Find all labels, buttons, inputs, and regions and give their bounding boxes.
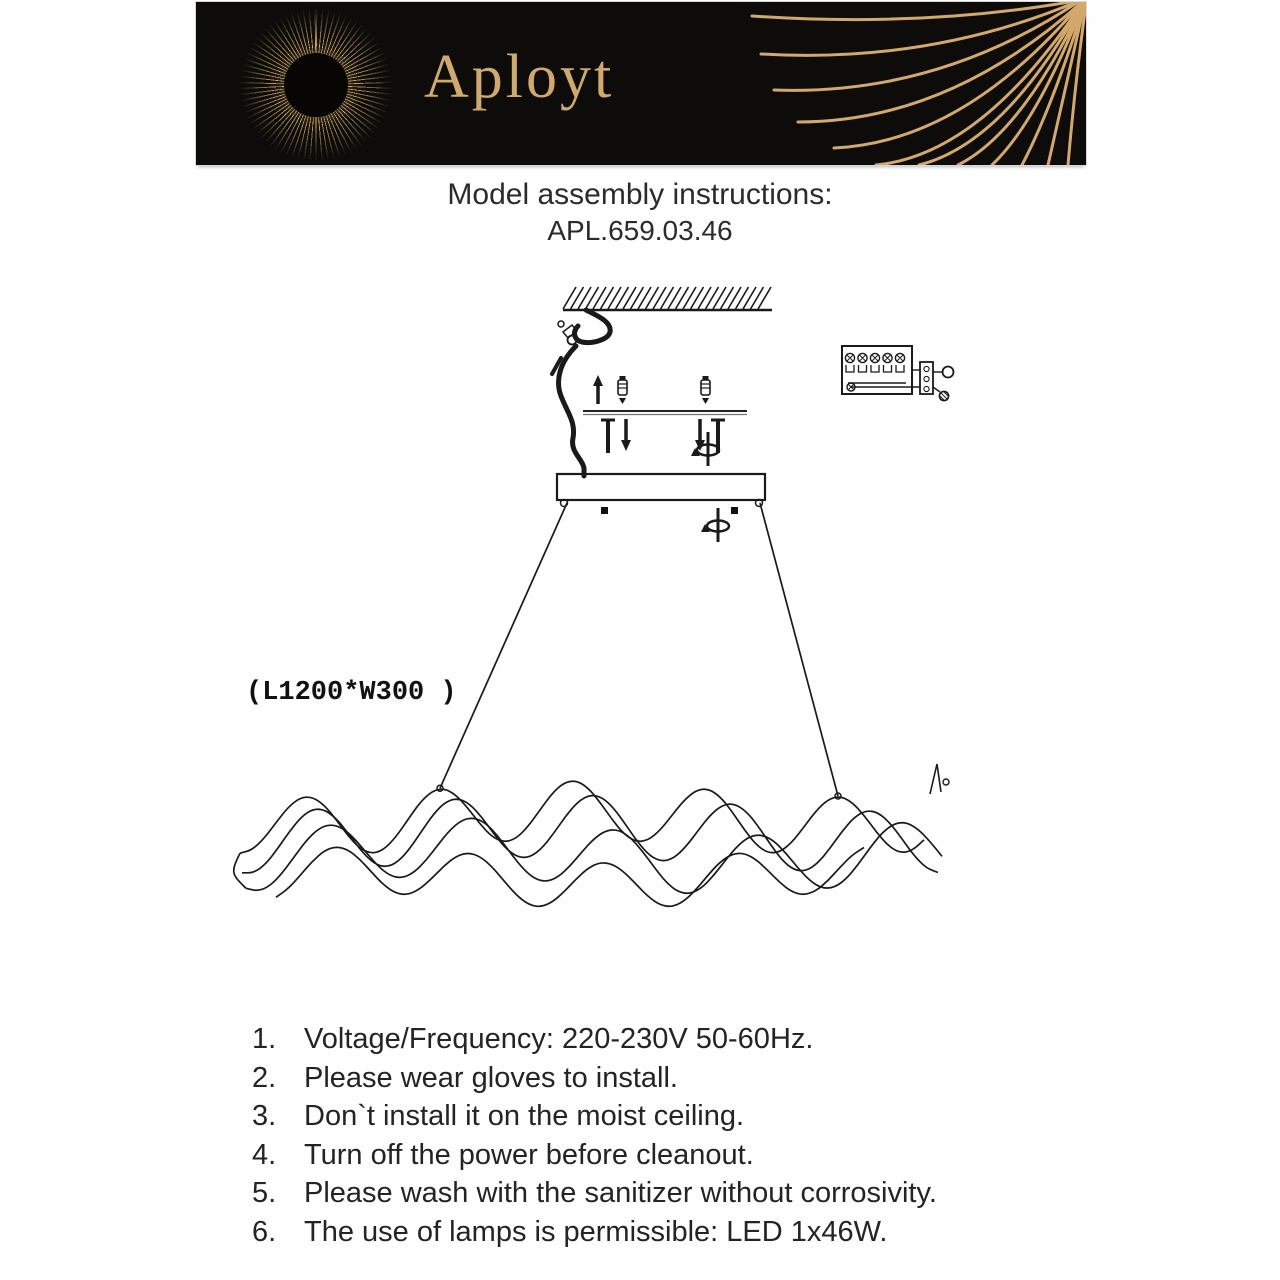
wall-anchor-icon [618, 376, 627, 404]
lamp-wire-terminal [943, 367, 954, 378]
screw-rotation-symbol [691, 432, 719, 466]
list-item-number: 3. [252, 1100, 277, 1133]
mounting-bar [583, 411, 747, 415]
list-item [252, 1136, 1112, 1175]
suspension-cable-left [440, 503, 567, 788]
page-title: Model assembly instructions: [447, 178, 833, 211]
dimensions-label: (L1200*W300 ) [246, 678, 457, 708]
corner-rays-decoration [186, 2, 1086, 165]
list-item-text: Don`t install it on the moist ceiling. [304, 1100, 745, 1133]
title-block [0, 176, 1280, 249]
list-item-text: Please wash with the sanitizer without corrosivity. [304, 1177, 937, 1210]
arrow-up-icon [593, 375, 603, 404]
brand-banner [196, 2, 1086, 165]
screw-rotation-symbol [701, 508, 729, 542]
suspension-cable-right [760, 503, 838, 796]
installation-diagram [230, 280, 980, 930]
list-item-text: Turn off the power before cleanout. [304, 1138, 754, 1171]
list-item-number: 2. [252, 1061, 277, 1094]
list-item-text: The use of lamps is permissible: LED 1x46W. [304, 1215, 888, 1248]
list-item-number: 4. [252, 1138, 277, 1171]
list-item [252, 1174, 1112, 1213]
wavy-lamp-body [234, 764, 949, 906]
list-item-number: 6. [252, 1215, 277, 1248]
power-cable [552, 310, 610, 476]
model-number: APL.659.03.46 [547, 215, 733, 246]
arrow-down-icon [621, 419, 631, 451]
list-item [252, 1059, 1112, 1098]
brand-wordmark: Aployt [424, 43, 615, 111]
ceiling-hatch [563, 287, 772, 310]
instructions-list [252, 1020, 1112, 1252]
list-item-text: Please wear gloves to install. [304, 1061, 678, 1094]
wall-anchor-icon [701, 376, 710, 404]
list-item-number: 1. [252, 1023, 277, 1055]
terminal-block-diagram [842, 346, 954, 401]
screw-icon [601, 420, 615, 453]
list-item [252, 1097, 1112, 1136]
list-item-text: Voltage/Frequency: 220-230V 50-60Hz. [304, 1023, 814, 1055]
list-item [252, 1213, 1112, 1252]
list-item [252, 1020, 1112, 1059]
list-item-number: 5. [252, 1177, 277, 1210]
ceiling-canopy [557, 474, 765, 514]
